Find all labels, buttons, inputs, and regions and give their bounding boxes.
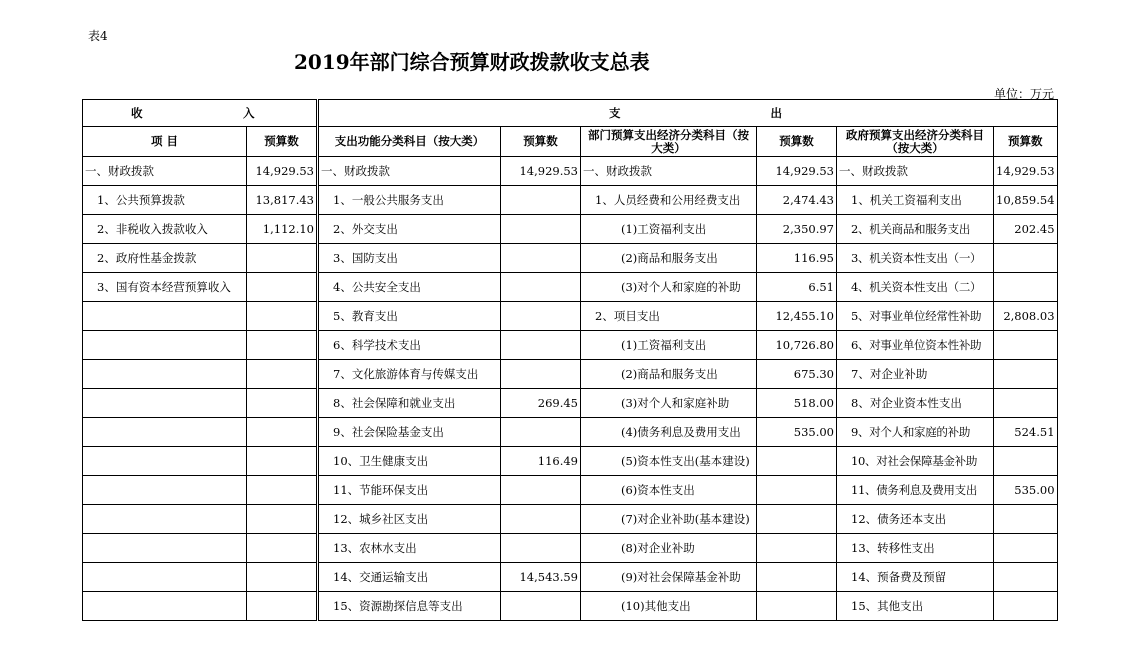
gov-amount: 10,859.54 [994,186,1058,215]
gov-amount [994,592,1058,621]
dept-amount: 535.00 [757,418,837,447]
gov-item: 1、机关工资福利支出 [837,186,994,215]
dept-item: (1)工资福利支出 [581,331,757,360]
income-item [83,360,247,389]
gov-item: 13、转移性支出 [837,534,994,563]
dept-amount: 12,455.10 [757,302,837,331]
unit-label: 单位：万元 [994,87,1055,101]
income-item [83,447,247,476]
func-amount [501,244,581,273]
dept-amount [757,563,837,592]
income-amount: 14,929.53 [247,157,318,186]
table-row [83,534,1058,563]
gov-item: 一、财政拨款 [837,157,994,186]
income-item [83,302,247,331]
header-row-1 [83,100,1058,127]
expense-label-1: 支 [609,106,621,120]
dept-item: (2)商品和服务支出 [581,244,757,273]
income-item [83,505,247,534]
gov-amount [994,447,1058,476]
gov-amount [994,563,1058,592]
dept-item: (8)对企业补助 [581,534,757,563]
func-amount [501,592,581,621]
income-amount [247,418,318,447]
table-tag: 表4 [88,29,108,43]
func-item: 12、城乡社区支出 [318,505,501,534]
dept-amount [757,476,837,505]
dept-item: (7)对企业补助(基本建设) [581,505,757,534]
expense-header [318,100,1058,127]
income-item [83,331,247,360]
gov-amount [994,534,1058,563]
income-item [83,563,247,592]
income-amount [247,360,318,389]
dept-item: (5)资本性支出(基本建设) [581,447,757,476]
func-amount: 116.49 [501,447,581,476]
income-item: 一、财政拨款 [83,157,247,186]
income-item [83,476,247,505]
table-row [83,505,1058,534]
gov-amount [994,360,1058,389]
func-class-header: 支出功能分类科目（按大类） [318,127,501,157]
income-amount [247,302,318,331]
dept-amount [757,505,837,534]
table-row [83,563,1058,592]
table-row [83,592,1058,621]
dept-item: (6)资本性支出 [581,476,757,505]
gov-amount: 202.45 [994,215,1058,244]
func-item: 9、社会保险基金支出 [318,418,501,447]
gov-item: 7、对企业补助 [837,360,994,389]
gov-amount: 535.00 [994,476,1058,505]
dept-econ-header: 部门预算支出经济分类科目（按大类） [581,127,757,157]
gov-amount [994,244,1058,273]
income-item [83,534,247,563]
gov-item: 6、对事业单位资本性补助 [837,331,994,360]
func-item: 8、社会保障和就业支出 [318,389,501,418]
table-row [83,302,1058,331]
func-item: 6、科学技术支出 [318,331,501,360]
gov-amount [994,273,1058,302]
income-amount [247,505,318,534]
income-amount [247,273,318,302]
table-row [83,215,1058,244]
table-body [83,100,1058,621]
table-row [83,447,1058,476]
gov-item: 12、债务还本支出 [837,505,994,534]
budget-header-gov: 预算数 [994,127,1058,157]
dept-amount [757,447,837,476]
func-amount: 14,543.59 [501,563,581,592]
dept-amount: 6.51 [757,273,837,302]
gov-item: 14、预备费及预留 [837,563,994,592]
budget-header-dept: 预算数 [757,127,837,157]
func-item: 14、交通运输支出 [318,563,501,592]
gov-item: 2、机关商品和服务支出 [837,215,994,244]
dept-item: (1)工资福利支出 [581,215,757,244]
income-amount [247,331,318,360]
income-item: 2、政府性基金拨款 [83,244,247,273]
dept-amount: 10,726.80 [757,331,837,360]
func-item: 1、一般公共服务支出 [318,186,501,215]
gov-item: 10、对社会保障基金补助 [837,447,994,476]
dept-item: (4)债务利息及费用支出 [581,418,757,447]
func-amount [501,505,581,534]
table-row [83,389,1058,418]
dept-amount: 675.30 [757,360,837,389]
dept-amount: 116.95 [757,244,837,273]
income-item: 2、非税收入拨款收入 [83,215,247,244]
income-item: 3、国有资本经营预算收入 [83,273,247,302]
gov-item: 9、对个人和家庭的补助 [837,418,994,447]
func-amount: 14,929.53 [501,157,581,186]
func-amount [501,273,581,302]
income-amount [247,244,318,273]
header-row-2 [83,127,1058,157]
income-amount [247,389,318,418]
income-amount [247,476,318,505]
gov-amount: 524.51 [994,418,1058,447]
func-item: 10、卫生健康支出 [318,447,501,476]
gov-item: 5、对事业单位经常性补助 [837,302,994,331]
income-item: 1、公共预算拨款 [83,186,247,215]
gov-item: 4、机关资本性支出（二） [837,273,994,302]
func-item: 11、节能环保支出 [318,476,501,505]
gov-econ-header: 政府预算支出经济分类科目（按大类） [837,127,994,157]
dept-item: 1、人员经费和公用经费支出 [581,186,757,215]
table-row [83,331,1058,360]
dept-item: 2、项目支出 [581,302,757,331]
func-item: 4、公共安全支出 [318,273,501,302]
income-amount [247,534,318,563]
dept-item: (2)商品和服务支出 [581,360,757,389]
func-amount [501,476,581,505]
func-item: 一、财政拨款 [318,157,501,186]
expense-label-2: 出 [770,106,782,120]
func-item: 7、文化旅游体育与传媒支出 [318,360,501,389]
income-header [83,100,318,127]
gov-amount [994,331,1058,360]
table-row [83,360,1058,389]
gov-amount: 14,929.53 [994,157,1058,186]
func-item: 2、外交支出 [318,215,501,244]
budget-header-income: 预算数 [247,127,318,157]
gov-item: 11、债务利息及费用支出 [837,476,994,505]
dept-item: (3)对个人和家庭补助 [581,389,757,418]
table-row [83,418,1058,447]
gov-amount [994,505,1058,534]
dept-amount: 2,474.43 [757,186,837,215]
func-amount [501,302,581,331]
func-amount [501,360,581,389]
income-item [83,389,247,418]
income-amount: 13,817.43 [247,186,318,215]
income-label-2: 入 [243,106,255,120]
func-item: 5、教育支出 [318,302,501,331]
func-amount [501,418,581,447]
income-item [83,418,247,447]
gov-amount: 2,808.03 [994,302,1058,331]
table-row [83,476,1058,505]
dept-item: (10)其他支出 [581,592,757,621]
gov-item: 8、对企业资本性支出 [837,389,994,418]
dept-item: 一、财政拨款 [581,157,757,186]
item-header: 项 目 [83,127,247,157]
income-amount: 1,112.10 [247,215,318,244]
func-item: 3、国防支出 [318,244,501,273]
table-row [83,273,1058,302]
dept-amount: 518.00 [757,389,837,418]
func-item: 15、资源勘探信息等支出 [318,592,501,621]
dept-amount [757,592,837,621]
dept-amount: 2,350.97 [757,215,837,244]
func-amount [501,534,581,563]
income-amount [247,563,318,592]
gov-item: 15、其他支出 [837,592,994,621]
page-title: 2019年部门综合预算财政拨款收支总表 [294,50,650,74]
gov-amount [994,389,1058,418]
dept-amount [757,534,837,563]
income-item [83,592,247,621]
func-amount [501,186,581,215]
table-row [83,157,1058,186]
income-amount [247,592,318,621]
dept-amount: 14,929.53 [757,157,837,186]
table-row [83,244,1058,273]
func-amount [501,331,581,360]
income-label-1: 收 [131,106,143,120]
budget-header-func: 预算数 [501,127,581,157]
func-amount [501,215,581,244]
dept-item: (9)对社会保障基金补助 [581,563,757,592]
income-amount [247,447,318,476]
func-item: 13、农林水支出 [318,534,501,563]
budget-summary-table [82,99,1058,621]
dept-item: (3)对个人和家庭的补助 [581,273,757,302]
func-amount: 269.45 [501,389,581,418]
table-row [83,186,1058,215]
gov-item: 3、机关资本性支出（一） [837,244,994,273]
